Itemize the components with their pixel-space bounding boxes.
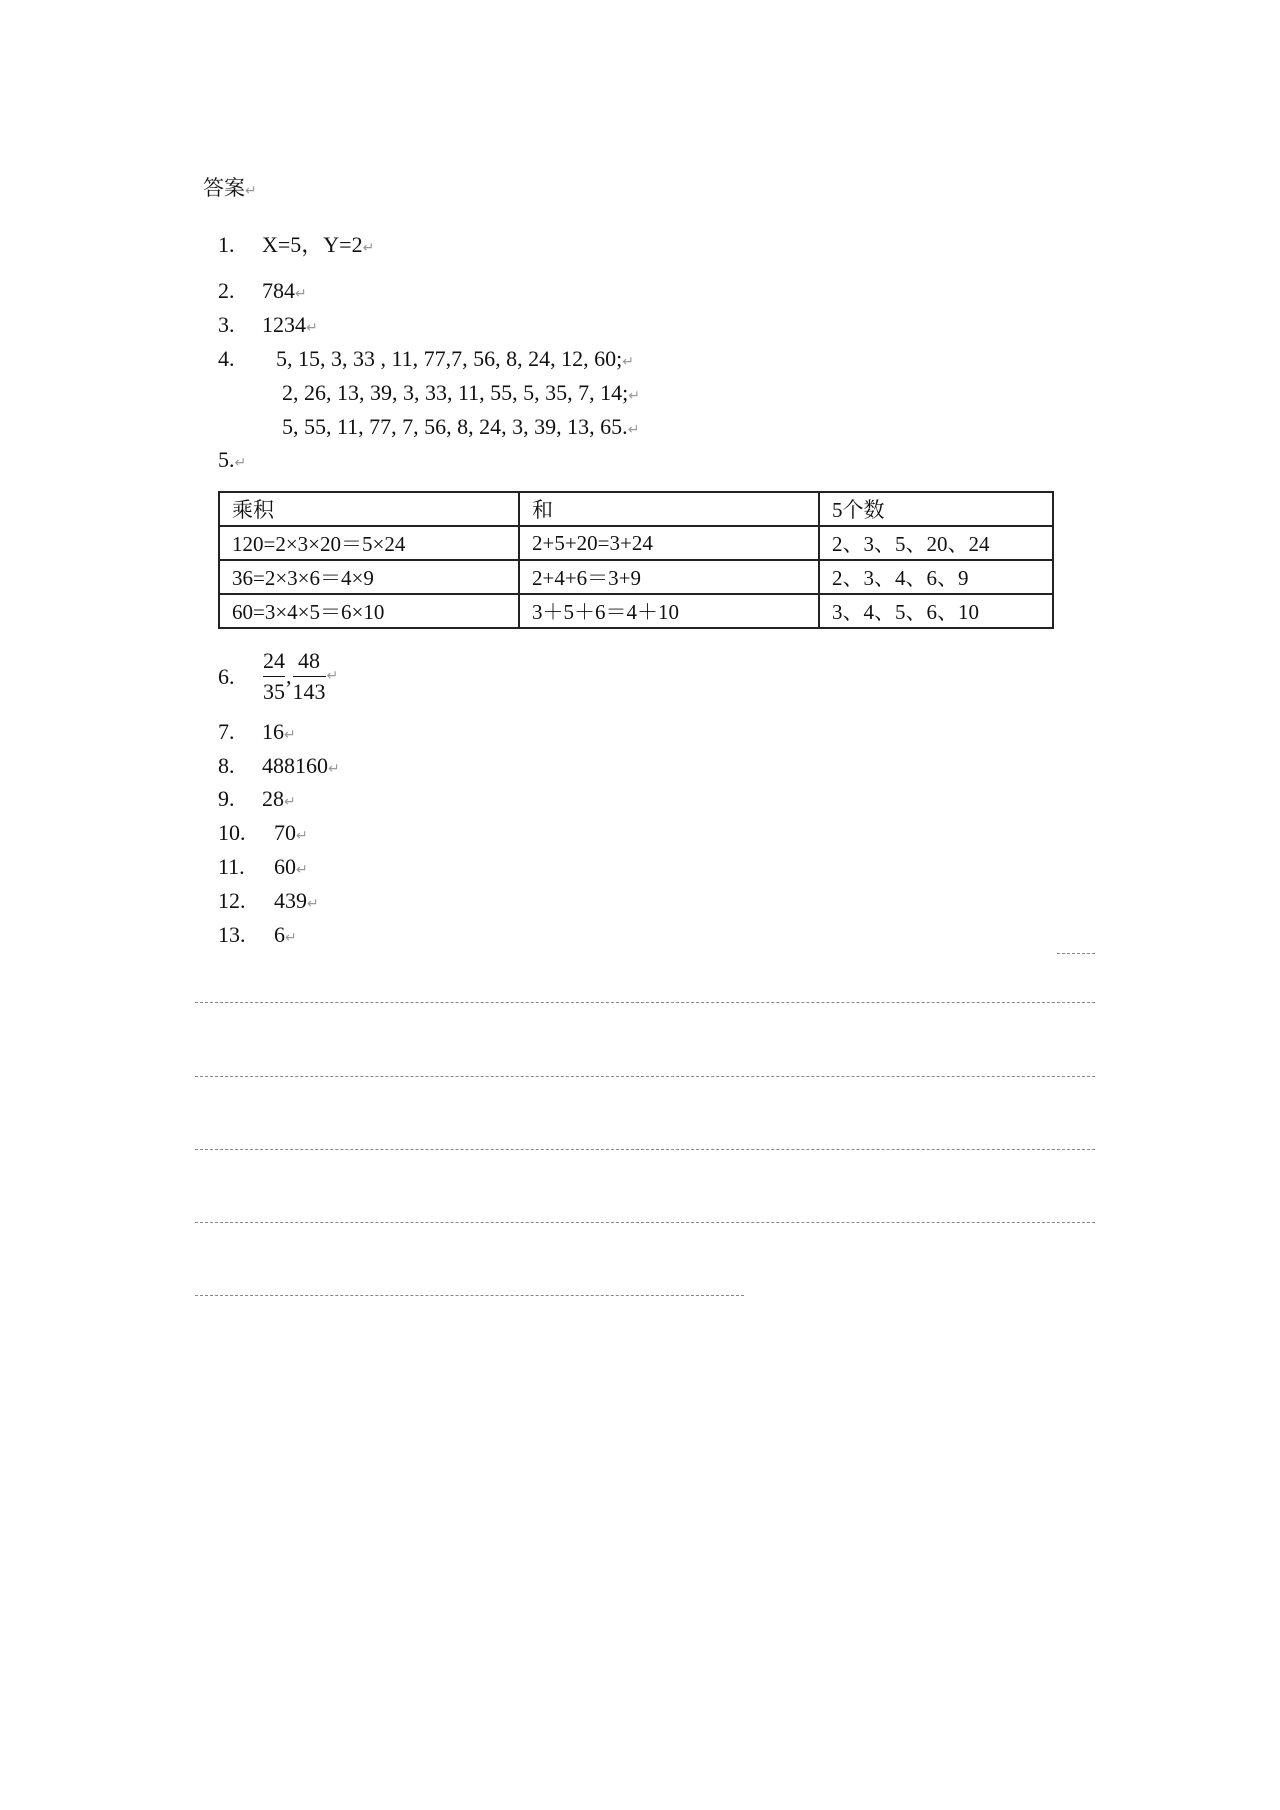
item-number: 9. <box>218 786 235 811</box>
item-number: 10. <box>218 820 246 845</box>
divider-short <box>1057 953 1095 954</box>
answer-table <box>218 491 1054 629</box>
item-number: 8. <box>218 753 235 778</box>
fraction <box>263 646 285 707</box>
divider-line <box>195 1076 1095 1077</box>
answer-text: X=5，Y=2 <box>262 232 363 257</box>
answer-4-line-3 <box>282 414 639 440</box>
item-number: 11. <box>218 854 245 879</box>
answer-12 <box>218 888 319 914</box>
denominator: 143 <box>292 679 326 704</box>
numerator: 24 <box>263 646 285 677</box>
divider-line <box>195 1149 1095 1150</box>
answer-text: 439 <box>274 888 307 913</box>
paragraph-mark: ↵ <box>328 762 340 777</box>
answer-8 <box>218 753 340 779</box>
item-number: 5. <box>218 447 235 472</box>
answer-line: 5, 15, 3, 33 , 11, 77,7, 56, 8, 24, 12, 60; <box>276 346 623 371</box>
paragraph-mark: ↵ <box>306 321 318 336</box>
item-number: 1. <box>218 232 235 257</box>
paragraph-mark: ↵ <box>326 669 339 684</box>
paragraph-mark: ↵ <box>285 931 297 946</box>
answer-4-line-2 <box>282 380 640 406</box>
answer-text: 28 <box>262 786 284 811</box>
paragraph-mark: ↵ <box>245 183 257 199</box>
answer-9 <box>218 786 296 812</box>
item-number: 13. <box>218 922 246 947</box>
answer-text: 6 <box>274 922 285 947</box>
paragraph-mark: ↵ <box>296 863 308 878</box>
denominator: 35 <box>263 679 285 704</box>
paragraph-mark: ↵ <box>284 728 296 743</box>
numerator: 48 <box>293 646 326 677</box>
answer-6 <box>218 646 338 707</box>
answer-line: 5, 55, 11, 77, 7, 56, 8, 24, 3, 39, 13, 65. <box>282 414 628 439</box>
answer-13 <box>218 922 297 948</box>
divider-line <box>195 1295 744 1296</box>
paragraph-mark: ↵ <box>284 795 296 810</box>
paragraph-mark: ↵ <box>622 355 635 370</box>
table-cell: 2、3、5、20、24 <box>819 526 1053 560</box>
answer-line: 2, 26, 13, 39, 3, 33, 11, 55, 5, 35, 7, 14; <box>282 380 629 405</box>
answer-7 <box>218 719 296 745</box>
paragraph-mark: ↵ <box>295 287 307 302</box>
item-number: 12. <box>218 888 246 913</box>
table-row <box>219 560 1053 594</box>
table-row <box>219 526 1053 560</box>
divider-line <box>195 1222 1095 1223</box>
fraction <box>293 646 326 707</box>
answer-text: 488160 <box>262 753 328 778</box>
table-row <box>219 594 1053 628</box>
paragraph-mark: ↵ <box>307 897 319 912</box>
answer-5 <box>218 447 246 473</box>
table-cell: 60=3×4×5＝6×10 <box>219 594 519 628</box>
answer-10 <box>218 820 308 846</box>
answer-text: 1234 <box>262 312 306 337</box>
table-cell: 2+5+20=3+24 <box>519 526 819 560</box>
item-number: 4. <box>218 346 235 371</box>
table-cell: 36=2×3×6＝4×9 <box>219 560 519 594</box>
table-header: 乘积 <box>219 492 519 526</box>
answer-2 <box>218 278 307 304</box>
paragraph-mark: ↵ <box>627 423 640 438</box>
answer-text: 784 <box>262 278 295 303</box>
table-cell: 2、3、4、6、9 <box>819 560 1053 594</box>
item-number: 2. <box>218 278 235 303</box>
answer-heading <box>203 172 257 202</box>
heading-text: 答案 <box>203 176 245 200</box>
answer-text: 60 <box>274 854 296 879</box>
separator: , <box>286 663 292 689</box>
paragraph-mark: ↵ <box>296 829 308 844</box>
answer-11 <box>218 854 308 880</box>
table-cell: 2+4+6＝3+9 <box>519 560 819 594</box>
answer-text: 70 <box>274 820 296 845</box>
paragraph-mark: ↵ <box>234 456 247 471</box>
paragraph-mark: ↵ <box>628 389 641 404</box>
table-header: 5个数 <box>819 492 1053 526</box>
answer-text: 16 <box>262 719 284 744</box>
table-header: 和 <box>519 492 819 526</box>
item-number: 6. <box>218 663 235 689</box>
answer-1 <box>218 228 374 259</box>
item-number: 3. <box>218 312 235 337</box>
paragraph-mark: ↵ <box>362 241 375 256</box>
table-cell: 3＋5＋6＝4＋10 <box>519 594 819 628</box>
table-cell: 120=2×3×20＝5×24 <box>219 526 519 560</box>
item-number: 7. <box>218 719 235 744</box>
divider-line <box>195 1002 1095 1003</box>
answer-3 <box>218 312 318 338</box>
answer-4 <box>218 346 634 372</box>
table-header-row <box>219 492 1053 526</box>
table-cell: 3、4、5、6、10 <box>819 594 1053 628</box>
